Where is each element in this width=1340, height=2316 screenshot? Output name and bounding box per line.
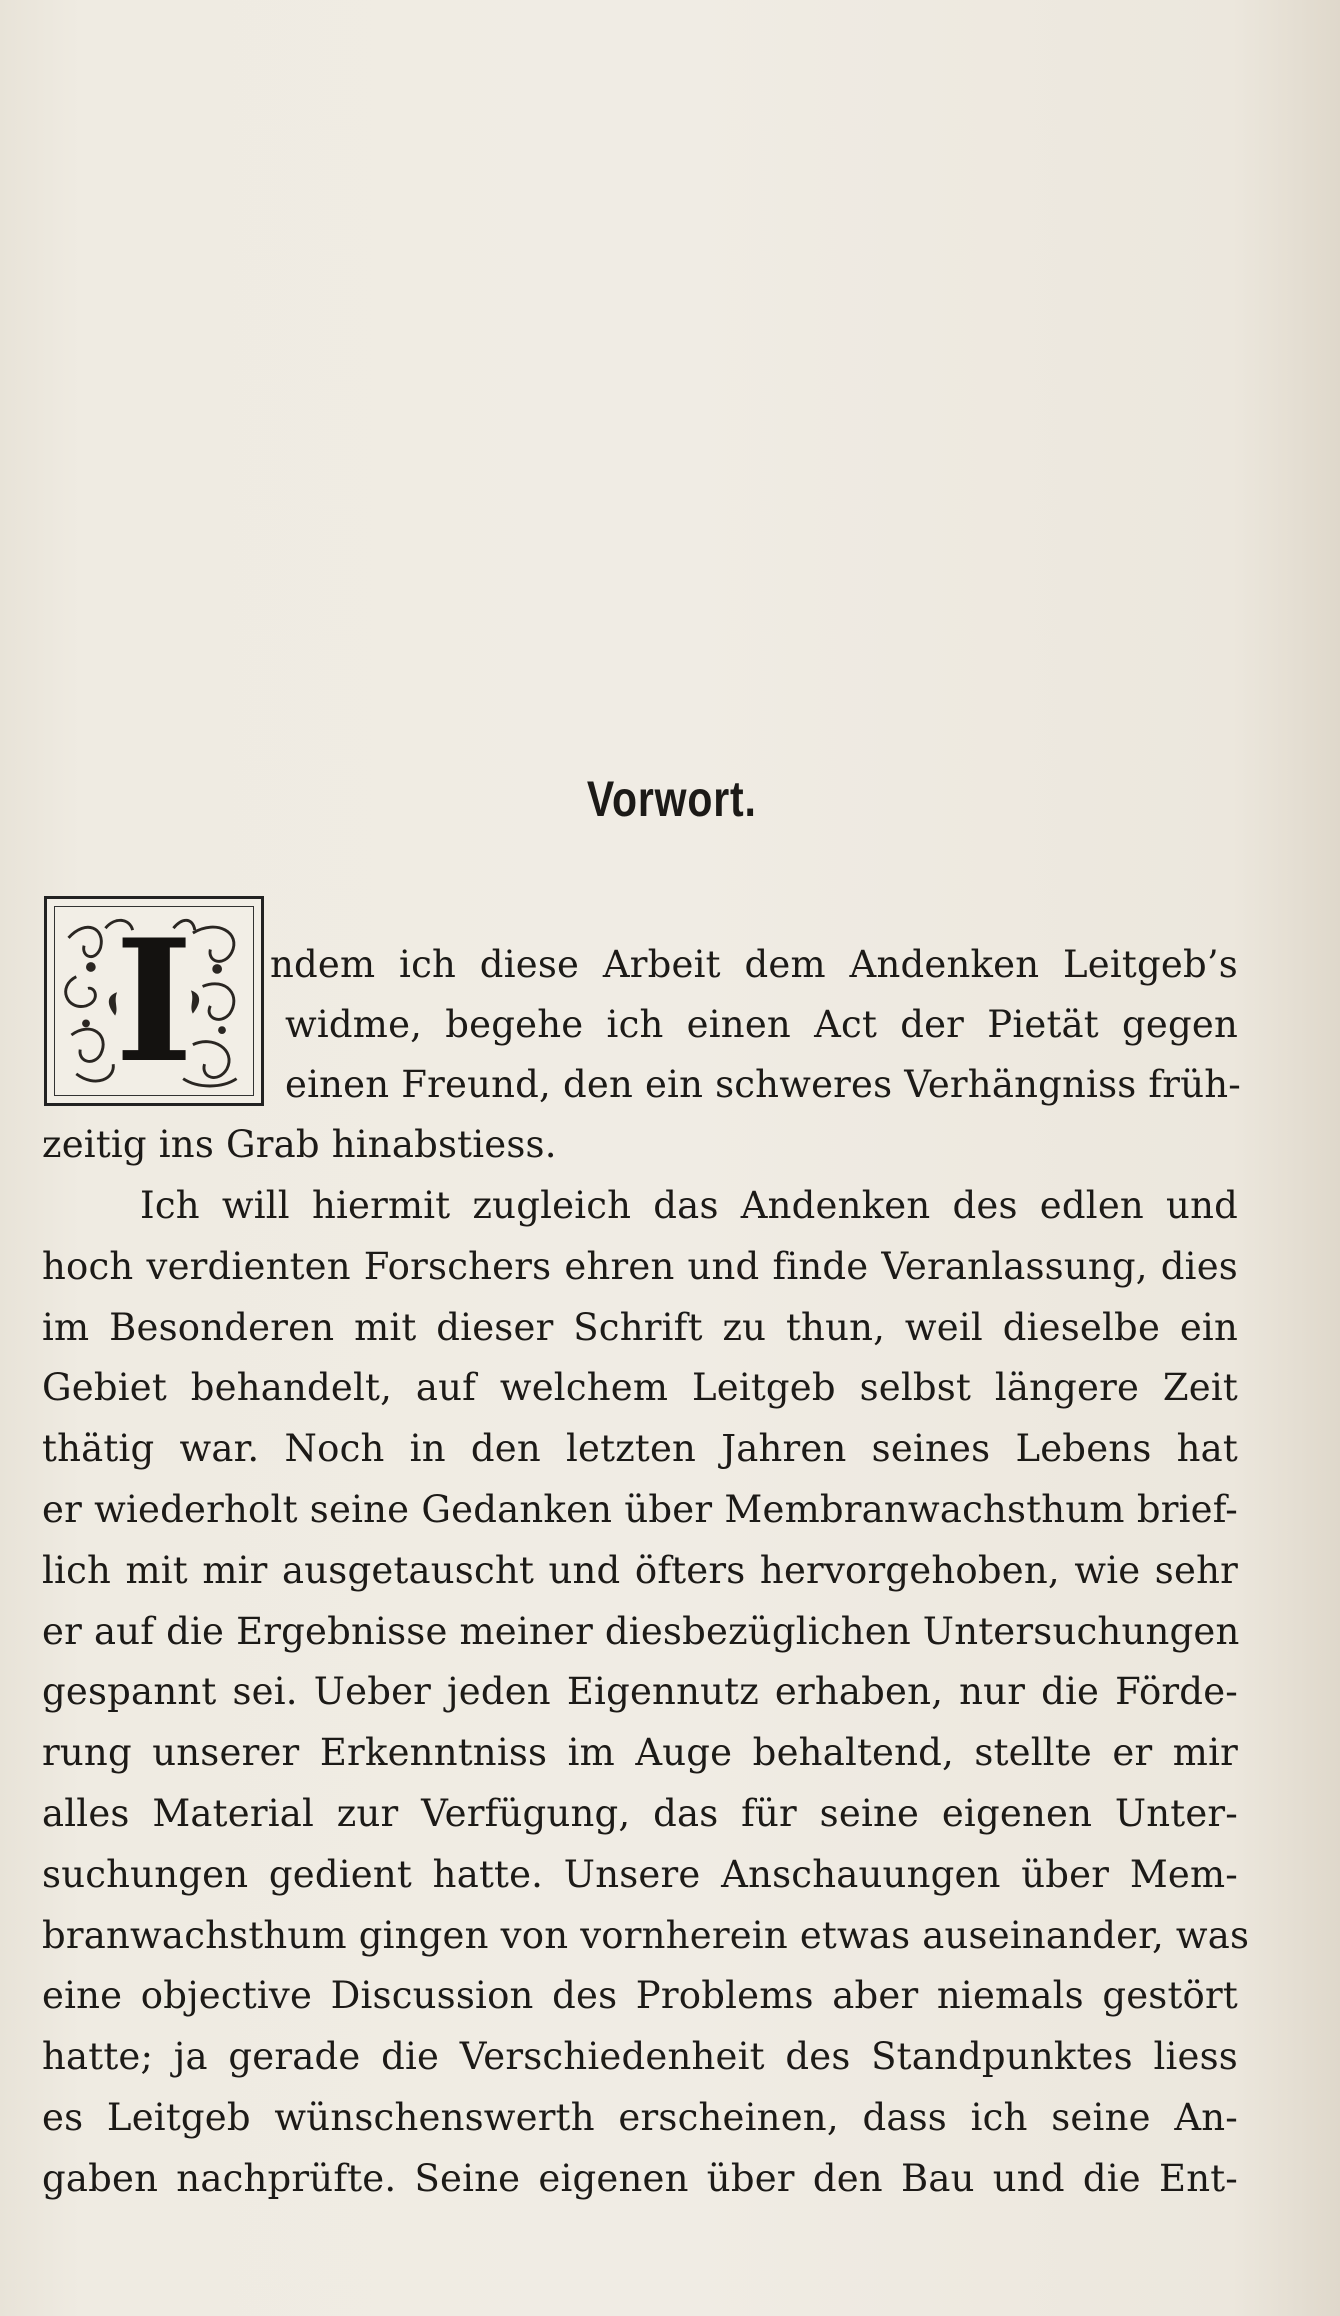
text-line: es Leitgeb wünschenswerth erscheinen, dass ich seine An- <box>42 2096 1238 2139</box>
text-line: widme, begehe ich einen Act der Pietät gegen <box>285 1003 1238 1046</box>
text-line: gespannt sei. Ueber jeden Eigennutz erhaben, nur die Förde- <box>42 1670 1238 1713</box>
text-line: im Besonderen mit dieser Schrift zu thun, weil dieselbe ein <box>42 1306 1238 1349</box>
text-line: Ich will hiermit zugleich das Andenken des edlen und <box>140 1184 1238 1227</box>
text-line: er wiederholt seine Gedanken über Membranwachsthum brief- <box>42 1488 1238 1531</box>
text-line: ndem ich diese Arbeit dem Andenken Leitgeb’s <box>270 943 1238 986</box>
text-line: zeitig ins Grab hinabstiess. <box>42 1123 557 1166</box>
decorative-initial <box>44 896 264 1106</box>
text-line: gaben nachprüfte. Seine eigenen über den Bau und die Ent- <box>42 2157 1238 2200</box>
text-line: rung unserer Erkenntniss im Auge behaltend, stellte er mir <box>42 1731 1238 1774</box>
text-line: alles Material zur Verfügung, das für seine eigenen Unter- <box>42 1792 1238 1835</box>
page-title: Vorwort. <box>586 771 757 827</box>
text-line: lich mit mir ausgetauscht und öfters hervorgehoben, wie sehr <box>42 1549 1238 1592</box>
text-line: thätig war. Noch in den letzten Jahren seines Lebens hat <box>42 1427 1238 1470</box>
text-line: einen Freund, den ein schweres Verhängniss früh- <box>285 1063 1241 1106</box>
text-line: er auf die Ergebnisse meiner diesbezüglichen Untersuchungen <box>42 1610 1240 1653</box>
text-line: eine objective Discussion des Problems aber niemals gestört <box>42 1974 1238 2017</box>
text-line: Gebiet behandelt, auf welchem Leitgeb selbst längere Zeit <box>42 1366 1238 1409</box>
text-line: branwachsthum gingen von vornherein etwas auseinander, was <box>42 1914 1250 1957</box>
text-line: hatte; ja gerade die Verschiedenheit des Standpunktes liess <box>42 2035 1238 2078</box>
initial-letter: I <box>114 902 194 1100</box>
text-line: hoch verdienten Forschers ehren und finde Veranlassung, dies <box>42 1245 1238 1288</box>
text-line: suchungen gedient hatte. Unsere Anschauungen über Mem- <box>42 1853 1238 1896</box>
